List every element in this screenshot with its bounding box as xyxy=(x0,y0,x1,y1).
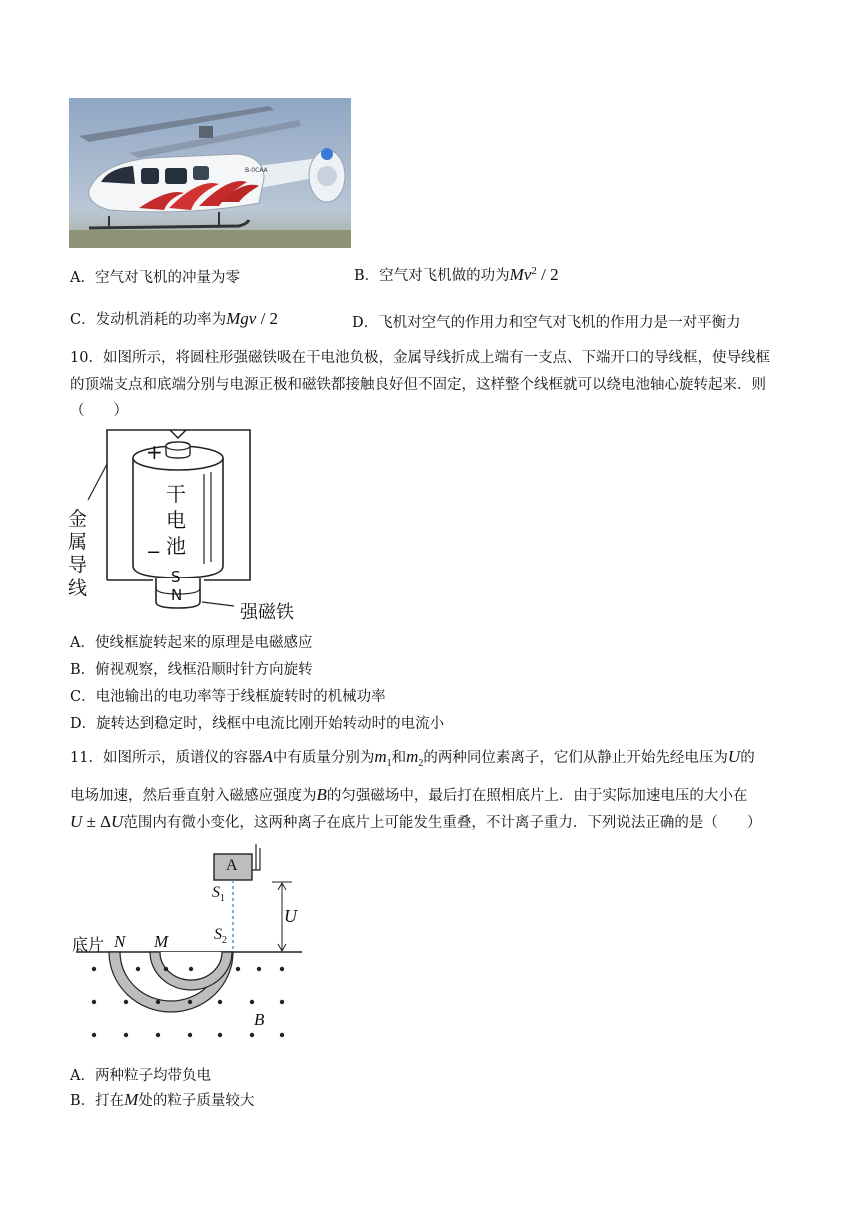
q9-option-b: B．空气对飞机做的功为Mv$^2$ / 2 xyxy=(354,265,559,284)
wire-label-char-4: 线 xyxy=(68,577,88,599)
wire-label-char-2: 属 xyxy=(68,531,88,553)
q11-stem-line2: 电场加速，然后垂直射入磁感应强度为B的匀强磁场中，最后打在照相底片上．由于实际加速电压的大小在 xyxy=(70,785,748,804)
helicopter-photo xyxy=(69,98,351,248)
photo-plate-label: 底片 xyxy=(72,935,105,954)
q10-stem-line2: 的顶端支点和底端分别与电源正极和磁铁都接触良好但不固定，这样整个线框就可以绕电池轴心旋转起来．则 xyxy=(70,377,766,393)
magnet-pole-s: S xyxy=(171,568,181,586)
magnet-pole-n: N xyxy=(171,586,183,604)
field-b-label: B xyxy=(254,1010,265,1029)
magnet-label: 强磁铁 xyxy=(240,602,294,623)
battery-label-char-1: 干 xyxy=(166,482,186,506)
wire-label-char-1: 金 xyxy=(68,508,88,530)
q11-option-b: B．打在M处的粒子质量较大 xyxy=(70,1090,255,1109)
q9-option-d: D．飞机对空气的作用力和空气对飞机的作用力是一对平衡力 xyxy=(352,315,741,331)
point-n-label: N xyxy=(114,932,126,951)
slit-s1-label: $S_1$ xyxy=(212,884,225,905)
battery-label-char-3: 池 xyxy=(166,534,186,558)
q10-option-c: C．电池输出的电功率等于线框旋转时的机械功率 xyxy=(70,689,386,705)
battery-minus-sign: − xyxy=(146,542,162,563)
q11-option-a: A．两种粒子均带负电 xyxy=(70,1068,211,1084)
q11-stem-line1: 11．如图所示，质谱仪的容器A中有质量分别为$m_1$和$m_2$的两种同位素离子，它们从静止开始先经电压为U的 xyxy=(70,747,755,769)
q10-option-b: B．俯视观察，线框沿顺时针方向旋转 xyxy=(70,662,313,678)
q9-option-c: C．发动机消耗的功率为Mgv / 2 xyxy=(70,309,279,328)
svg-text:B-0CAA: B-0CAA xyxy=(245,167,268,174)
q10-stem-line3: （ ） xyxy=(70,403,128,419)
wire-label-char-3: 导 xyxy=(68,554,88,576)
battery-plus-sign: + xyxy=(146,440,163,464)
battery-label-char-2: 电 xyxy=(166,508,186,532)
voltage-u-label: U xyxy=(284,906,297,926)
q10-option-d: D．旋转达到稳定时，线框中电流比刚开始转动时的电流小 xyxy=(70,716,445,732)
q10-option-a: A．使线框旋转起来的原理是电磁感应 xyxy=(70,635,313,651)
q10-stem-line1: 10．如图所示，将圆柱形强磁铁吸在干电池负极，金属导线折成上端有一支点、下端开口的导线框，使导线框 xyxy=(70,350,770,366)
container-a-label: A xyxy=(226,857,238,874)
slit-s2-label: $S_2$ xyxy=(214,926,227,947)
q9-option-a: A．空气对飞机的冲量为零 xyxy=(70,270,240,286)
battery-figure xyxy=(66,424,316,624)
q11-stem-line3: U ± ΔU范围内有微小变化，这两种离子在底片上可能发生重叠，不计离子重力．下列说法正确的是（ ） xyxy=(70,812,762,831)
point-m-label: M xyxy=(154,932,169,951)
